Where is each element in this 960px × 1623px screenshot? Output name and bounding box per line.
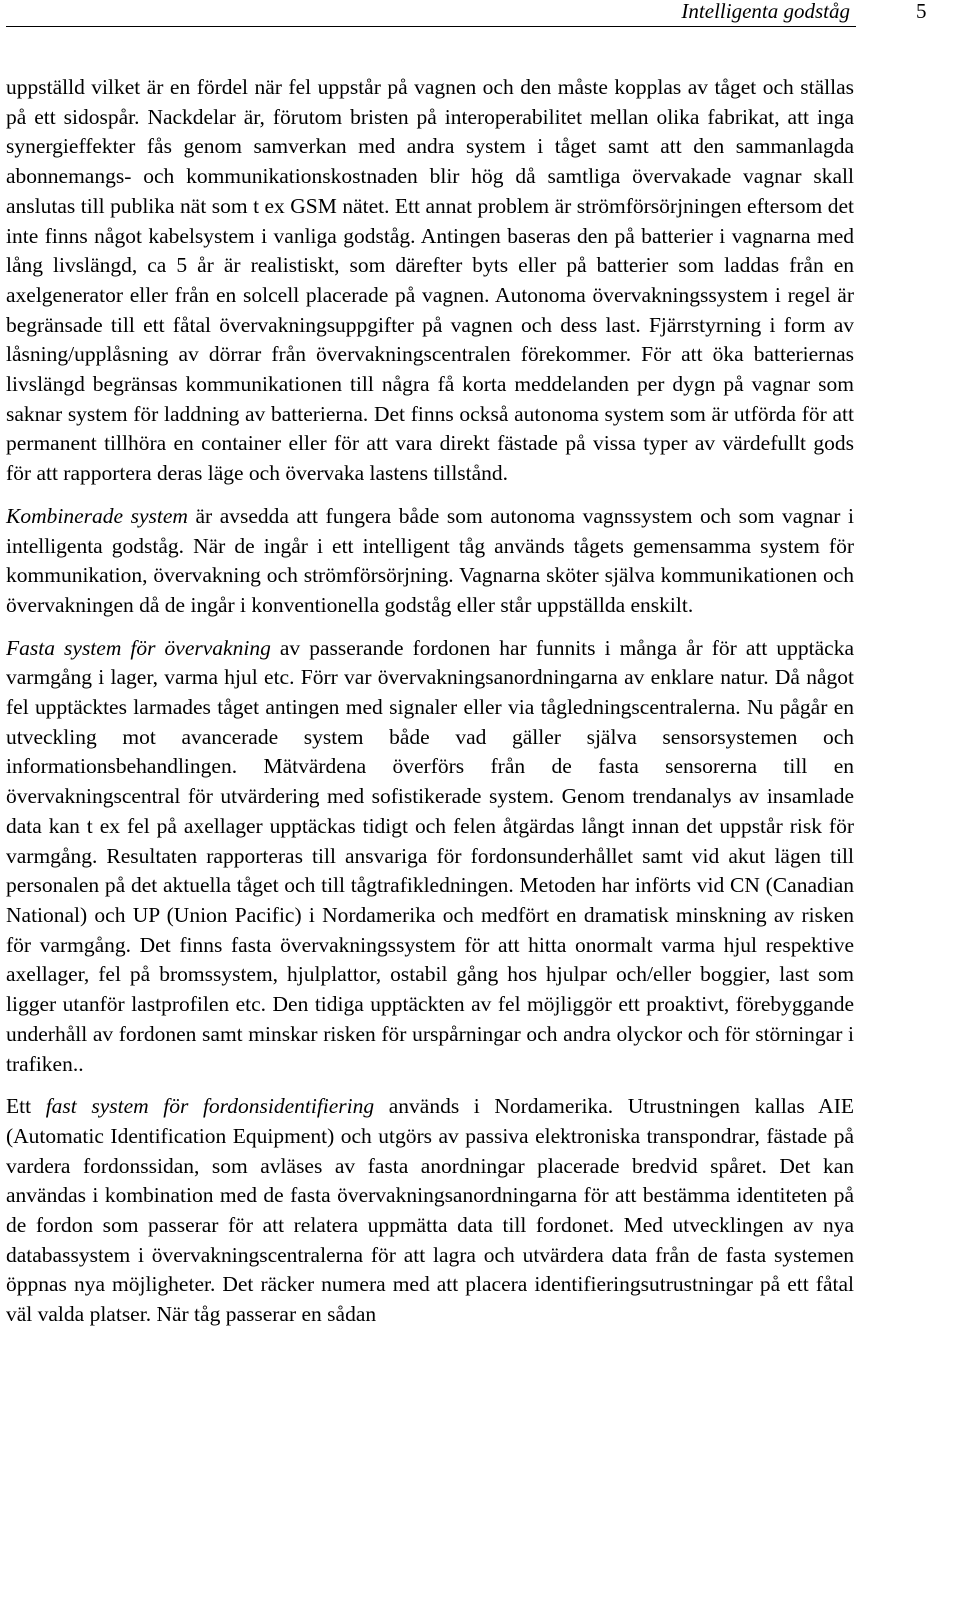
body-text [6,73,854,1330]
paragraph-text: är avsedda att fungera både som autonoma vagnssystem och som vagnar i intelligenta godståg. När de ingår i ett intelligent tåg används tågets gemensamma system för kommunikation, övervakning och strömförsörjning. Vagnarna sköter själva kommunikationen och övervakningen då de ingår i konventionella godståg eller står uppställda enskilt. [6,503,854,617]
term-fixed-monitoring: Fasta system för övervakning [6,635,271,660]
term-vehicle-identification: fast system för fordonsidentifiering [45,1094,375,1119]
running-header [6,0,856,27]
paragraph-text: används i Nordamerika. Utrustningen kallas AIE (Automatic Identification Equipment) och utgörs av passiva elektroniska transpondrar, fästade på vardera fordonssidan, som avläses av fasta anordningar placerade bredvid spåret. Det kan användas i kombination med de fasta övervakningsanordningarna för att bestämma identiteten på de fordon som passerar för att relatera uppmätta data till fordonet. Med utvecklingen av nya databassystem i övervakningscentralerna för att lagra och utvärdera data från de fasta systemen öppnas nya möjligheter. Det räcker numera med att placera identifieringsutrustningar på ett fåtal väl valda platser. När tåg passerar en sådan [6,1094,854,1327]
paragraph-text: av passerande fordonen har funnits i många år för att upptäcka varmgång i lager, varma hjul etc. Förr var övervakningsanordningarna av enklare natur. Då något fel upptäcktes larmades tåget antingen med signaler eller via tågledningscentralerna. Nu pågår en utveckling mot avancerade system både vad gäller själva sensorsystemen och informationsbehandlingen. Mätvärdena överförs från de fasta sensorerna till en övervakningscentral för utvärdering med sofistikerade system. Genom trendanalys av insamlade data kan t ex fel på axellager upptäckas tidigt och felen åtgärdas långt innan det uppstår risk för varmgång. Resultaten rapporteras till ansvariga för fordonsunderhållet samt vid akut lägen till personalen på det aktuella tåget och till tågtrafikledningen. Metoden har införts vid CN (Canadian National) och UP (Union Pacific) i Nordamerika och medfört en dramatisk minskning av risken för varmgång. Det finns fasta övervakningssystem för att hitta onormalt varma hjul respektive axellager, fel på bromssystem, hjulplattor, ostabil gång hos hjulpar och/eller boggier, last som ligger utanför lastprofilen etc. Den tidiga upptäckten av fel möjliggör ett proaktivt, förebyggande underhåll av fordonen samt minskar risken för urspårningar och andra olyckor och för störningar i trafiken.. [6,635,854,1076]
paragraph-autonomous-systems [6,73,854,489]
paragraph-lead: Ett [6,1094,46,1119]
paragraph-fixed-monitoring [6,634,854,1080]
paragraph-text: uppställd vilket är en fördel när fel uppstår på vagnen och den måste kopplas av tåget och ställas på ett sidospår. Nackdelar är, förutom bristen på interoperabilitet mellan olika fabrikat, att inga synergieffekter fås genom samverkan med andra system i tåget samt att den sammanlagda abonnemangs- och kommunikationskostnaden blir hög då samtliga övervakade vagnar skall anslutas till publika nät som t ex GSM nätet. Ett annat problem är strömförsörjningen eftersom det inte finns något kabelsystem i vanliga godståg. Antingen baseras den på batterier i vagnarna med lång livslängd, ca 5 år är realistiskt, som därefter byts eller på batterier som laddas från en axelgenerator eller från en solcell placerade på vagnen. Autonoma övervakningssystem i regel är begränsade till ett fåtal övervakningsuppgifter på vagnen och dess last. Fjärrstyrning i form av låsning/upplåsning av dörrar från övervakningscentralen förekommer. För att öka batteriernas livslängd begränsas kommunikationen till några få korta meddelanden per dygn på vagnar som saknar system för laddning av batterierna. Det finns också autonoma system som är utförda för att permanent tillhöra en container eller för att vara direkt fästade på vissa typer av värdefullt gods för att rapportera deras läge och övervaka lastens tillstånd. [6,75,854,486]
paragraph-combined-systems [6,502,854,621]
paragraph-vehicle-identification [6,1092,854,1330]
header-title: Intelligenta godståg [681,0,850,23]
term-combined-systems: Kombinerade system [6,503,188,528]
page-number: 5 [916,0,927,23]
